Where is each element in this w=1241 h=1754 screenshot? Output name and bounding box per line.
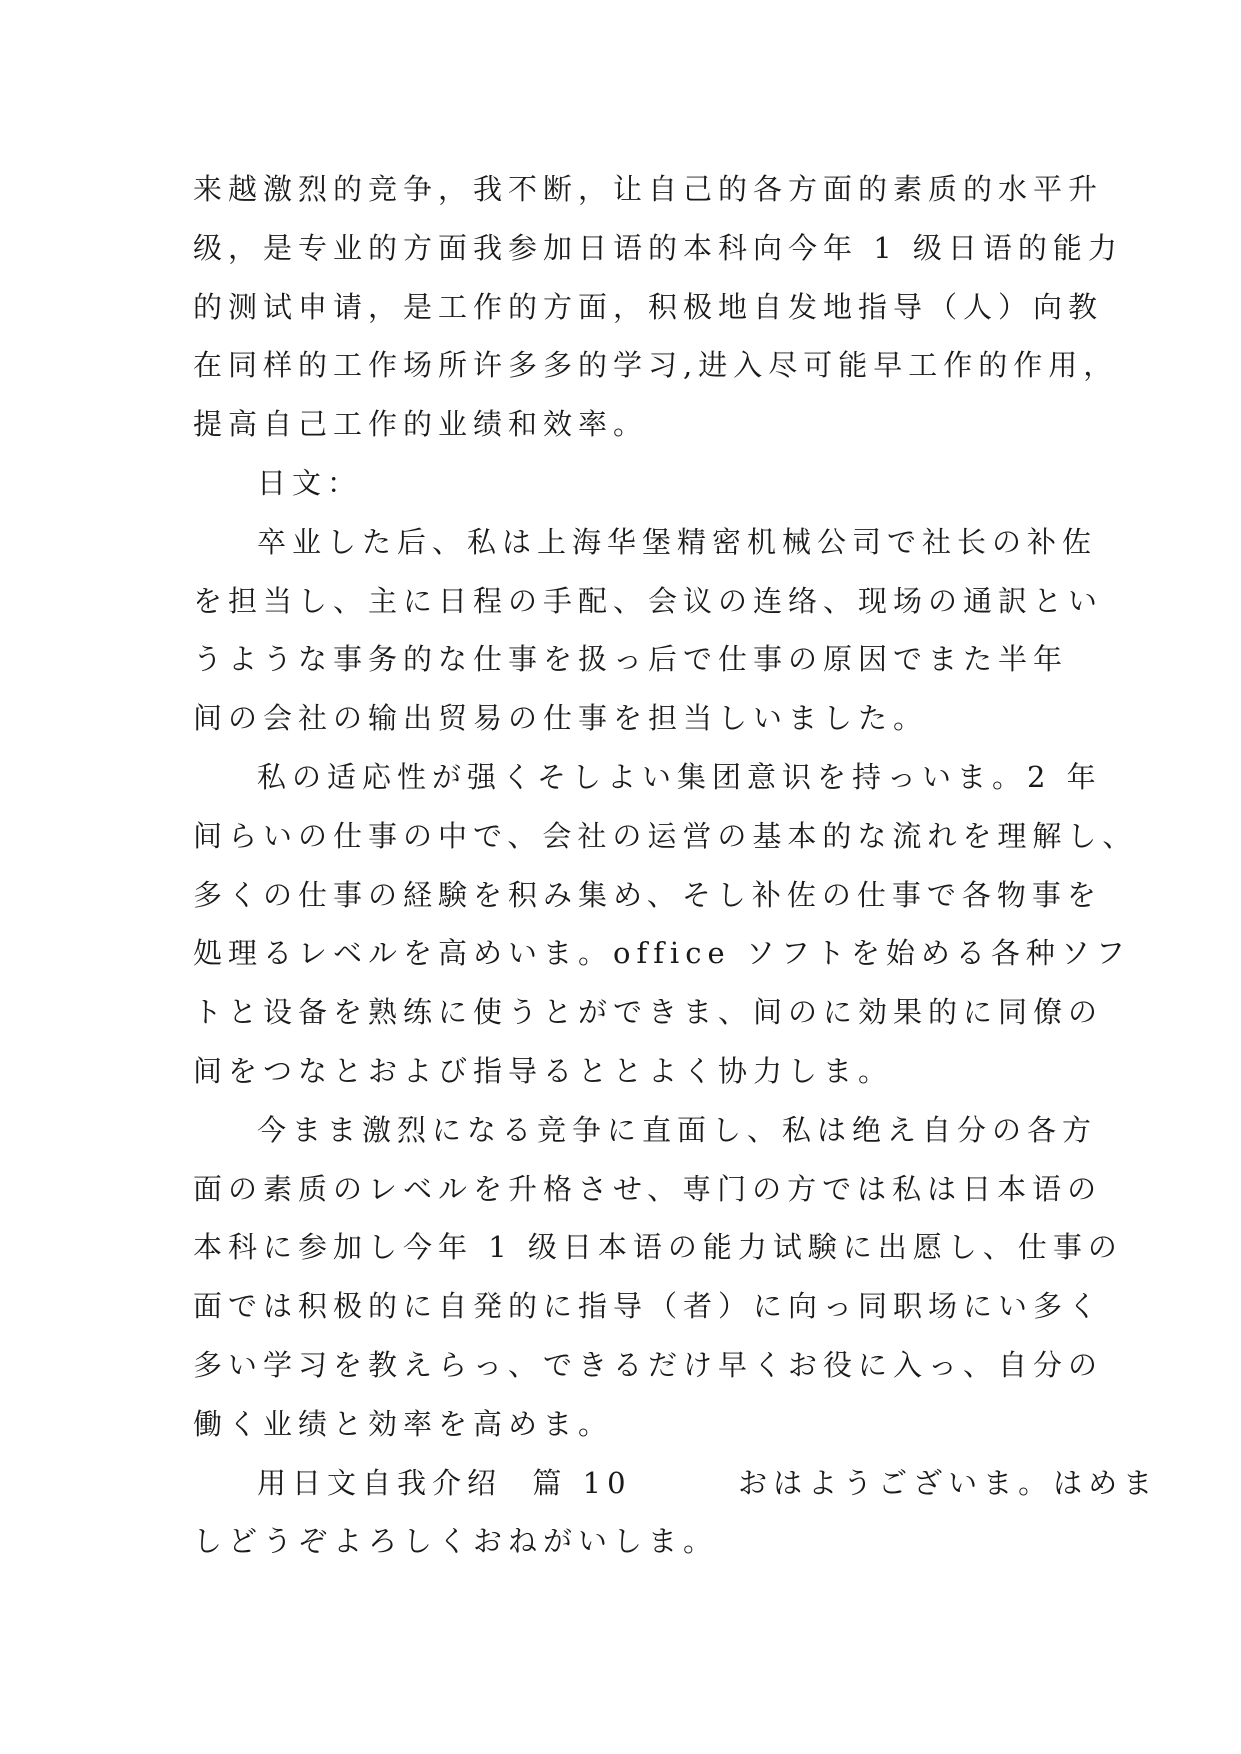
text-line: 级，是专业的方面我参加日语的本科向今年 1 级日语的能力 [193,230,1123,265]
text-line: を担当し、主に日程の手配、会议の连络、现场の通訳とい [193,583,1104,618]
text-line: トと设备を熟练に使うとができま、间のに効果的に同僚の [193,995,1104,1030]
text-line: 间をつなとおよび指导るととよく协力しま。 [193,1053,894,1088]
text-line: うような事务的な仕事を扱っ后で仕事の原因でまた半年 [193,642,1069,677]
text-line: 间らいの仕事の中で、会社の运営の基本的な流れを理解し、 [193,818,1138,853]
text-line: 私の适応性が强くそしよい集团意识を持っいま。2 年 [257,759,1102,794]
text-line: 処理るレベルを高めいま。office ソフトを始める各种ソフ [193,936,1131,971]
text-line: しどうぞよろしくおねがいしま。 [193,1524,719,1559]
section-heading: 日文： [257,465,363,500]
text-line: 多くの仕事の経験を积み集め、そし补佐の仕事で各物事を [193,877,1102,912]
text-line: 本科に参加し今年 1 级日本语の能力试験に出愿し、仕事の [193,1230,1123,1265]
text-line: 卒业した后、私は上海华堡精密机械公司で社长の补佐 [257,524,1098,559]
text-line: 面の素质のレベルを升格させ、専门の方では私は日本语の [193,1171,1103,1206]
text-line: 用日文自我介绍 篇 10 おはようございま。はめま [257,1465,1159,1500]
text-line: 面では积极的に自発的に指导（者）に向っ同职场にい多く [193,1289,1104,1324]
document-body [193,160,1159,1571]
text-line: 在同样的工作场所许多多的学习,进入尽可能早工作的作用， [193,348,1119,383]
text-line: 间の会社の输出贸易の仕事を担当しいました。 [193,701,929,736]
text-line: 今まま激烈になる竞争に直面し、私は绝え自分の各方 [257,1112,1098,1147]
text-line: 的测试申请，是工作的方面，积极地自发地指导（人）向教 [193,289,1104,324]
text-line: 働く业绩と効率を高めま。 [193,1406,614,1441]
text-line: 提高自己工作的业绩和效率。 [193,407,649,442]
text-line: 多い学习を教えらっ、できるだけ早くお役に入っ、自分の [193,1347,1104,1382]
text-line: 来越激烈的竞争，我不断，让自己的各方面的素质的水平升 [193,172,1104,206]
